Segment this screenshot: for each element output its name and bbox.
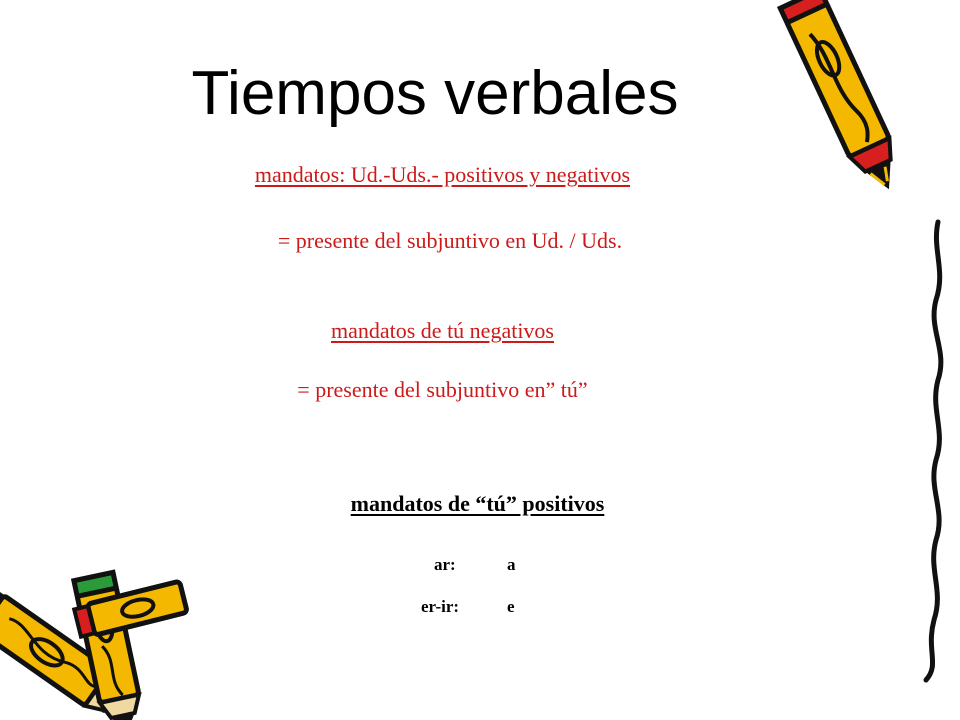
slide-title: Tiempos verbales: [191, 59, 679, 128]
section-tu-positive-heading: mandatos de “tú” positivos: [350, 491, 605, 516]
ending-value-er-ir: e: [507, 597, 515, 616]
section-ud-uds-rule: = presente del subjuntivo en Ud. / Uds.: [277, 228, 623, 253]
ending-stem-ar: ar:: [434, 555, 456, 574]
section-tu-negative-rule: = presente del subjuntivo en” tú”: [297, 377, 588, 402]
ending-stem-er-ir: er-ir:: [421, 597, 460, 616]
ending-value-ar: a: [507, 555, 516, 574]
squiggle-line-right: [926, 222, 941, 680]
pencil-icon-top-right: [780, 0, 909, 199]
pencils-icon-bottom-left: [0, 572, 187, 720]
section-tu-negative-heading-text: mandatos de tú negativos: [330, 318, 554, 343]
section-ud-uds-heading-text: mandatos: Ud.-Uds.- positivos y negativos: [254, 162, 631, 187]
